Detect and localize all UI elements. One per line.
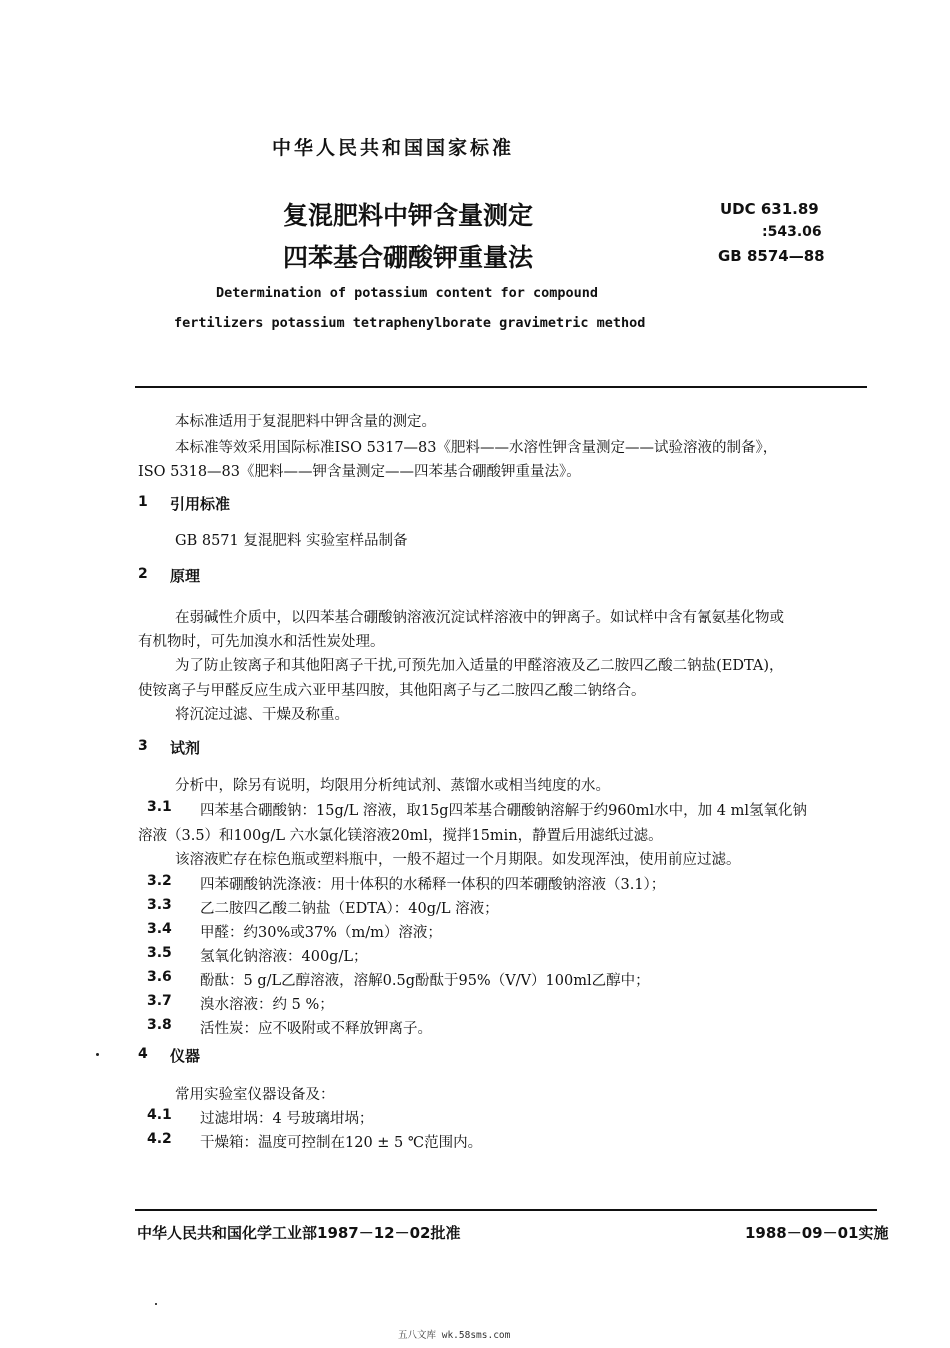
title-line-1: 复混肥料中钾含量测定 xyxy=(283,201,534,230)
reagent-text: 酚酞：5 g/L乙醇溶液，溶解0.5g酚酞于95%（V/V）100ml乙醇中； xyxy=(200,973,650,989)
principle-p2-line-2: 使铵离子与甲醛反应生成六亚甲基四胺，其他阳离子与乙二胺四乙酸二钠络合。 xyxy=(138,683,646,699)
principle-p2-line-1: 为了防止铵离子和其他阳离子干扰,可预先加入适量的甲醛溶液及乙二胺四乙酸二钠盐(EDTA)， xyxy=(175,658,784,674)
reagents-intro: 分析中，除另有说明，均限用分析纯试剂、蒸馏水或相当纯度的水。 xyxy=(175,778,610,794)
reagent-3-1-line-3: 该溶液贮存在棕色瓶或塑料瓶中，一般不超过一个月期限。如发现浑浊，使用前应过滤。 xyxy=(175,852,741,868)
reagent-text: 活性炭：应不吸附或不释放钾离子。 xyxy=(200,1021,432,1037)
intro-equivalence-line-1: 本标准等效采用国际标准ISO 5317—83《肥料——水溶性钾含量测定——试验溶液的制备》， xyxy=(175,440,778,456)
reagent-number: 3.6 xyxy=(147,969,172,985)
apparatus-text: 干燥箱：温度可控制在120 ± 5 ℃范围内。 xyxy=(200,1135,483,1151)
section-3-number: 3 xyxy=(138,738,148,754)
apparatus-number: 4.1 xyxy=(147,1107,172,1123)
section-1-reference: GB 8571 复混肥料 实验室样品制备 xyxy=(175,533,408,549)
reagent-number: 3.4 xyxy=(147,921,172,937)
section-1-title: 引用标准 xyxy=(170,495,231,513)
apparatus-text: 过滤坩埚：4 号玻璃坩埚； xyxy=(200,1111,374,1127)
reagent-3-1-line-2: 溶液（3.5）和100g/L 六水氯化镁溶液20ml，搅拌15min，静置后用滤纸过滤。 xyxy=(138,828,663,844)
national-standard-label: 中华人民共和国国家标准 xyxy=(272,137,515,159)
section-3-title: 试剂 xyxy=(170,739,201,757)
udc-code: UDC 631.89 xyxy=(720,200,819,218)
principle-p3: 将沉淀过滤、干燥及称重。 xyxy=(175,707,349,723)
reagent-number: 3.1 xyxy=(147,799,172,815)
header-divider xyxy=(135,386,867,388)
reagent-text: 溴水溶液：约 5 %； xyxy=(200,997,334,1013)
reagent-number: 3.5 xyxy=(147,945,172,961)
reagent-text: 氢氧化钠溶液：400g/L； xyxy=(200,949,368,965)
apparatus-intro: 常用实验室仪器设备及： xyxy=(175,1087,335,1103)
reagent-3-1-line-1: 四苯基合硼酸钠：15g/L 溶液，取15g四苯基合硼酸钠溶解于约960ml水中，加 4 ml氢氧化钠 xyxy=(200,803,807,819)
english-title-line-1: Determination of potassium content for compound xyxy=(216,285,599,301)
reagent-number: 3.2 xyxy=(147,873,172,889)
approval-date: 中华人民共和国化学工业部1987－12－02批准 xyxy=(137,1224,461,1242)
reagent-text: 甲醛：约30%或37%（m/m）溶液； xyxy=(200,925,442,941)
reagent-number: 3.7 xyxy=(147,993,172,1009)
footer-divider xyxy=(135,1209,877,1211)
principle-p1-line-1: 在弱碱性介质中，以四苯基合硼酸钠溶液沉淀试样溶液中的钾离子。如试样中含有氰氨基化物或 xyxy=(175,610,784,626)
scan-speck xyxy=(96,1053,99,1056)
section-4-title: 仪器 xyxy=(170,1047,201,1065)
principle-p1-line-2: 有机物时，可先加溴水和活性炭处理。 xyxy=(138,634,385,650)
section-2-title: 原理 xyxy=(170,567,201,585)
reagent-number: 3.3 xyxy=(147,897,172,913)
intro-equivalence-line-2: ISO 5318—83《肥料——钾含量测定——四苯基合硼酸钾重量法》。 xyxy=(138,464,581,480)
english-title-line-2: fertilizers potassium tetraphenylborate gravimetric method xyxy=(174,315,646,331)
section-1-number: 1 xyxy=(138,494,148,510)
intro-scope: 本标准适用于复混肥料中钾含量的测定。 xyxy=(175,414,436,430)
implementation-date: 1988－09－01实施 xyxy=(745,1224,889,1242)
title-line-2: 四苯基合硼酸钾重量法 xyxy=(283,243,534,272)
scan-speck xyxy=(155,1303,157,1305)
reagent-text: 乙二胺四乙酸二钠盐（EDTA）：40g/L 溶液； xyxy=(200,901,499,917)
section-2-number: 2 xyxy=(138,566,148,582)
section-4-number: 4 xyxy=(138,1046,148,1062)
udc-subcode: :543.06 xyxy=(762,224,822,240)
watermark: 五八文库 wk.58sms.com xyxy=(398,1330,511,1341)
reagent-text: 四苯硼酸钠洗涤液：用十体积的水稀释一体积的四苯硼酸钠溶液（3.1）； xyxy=(200,877,666,893)
gb-number: GB 8574—88 xyxy=(718,247,825,265)
apparatus-number: 4.2 xyxy=(147,1131,172,1147)
reagent-number: 3.8 xyxy=(147,1017,172,1033)
